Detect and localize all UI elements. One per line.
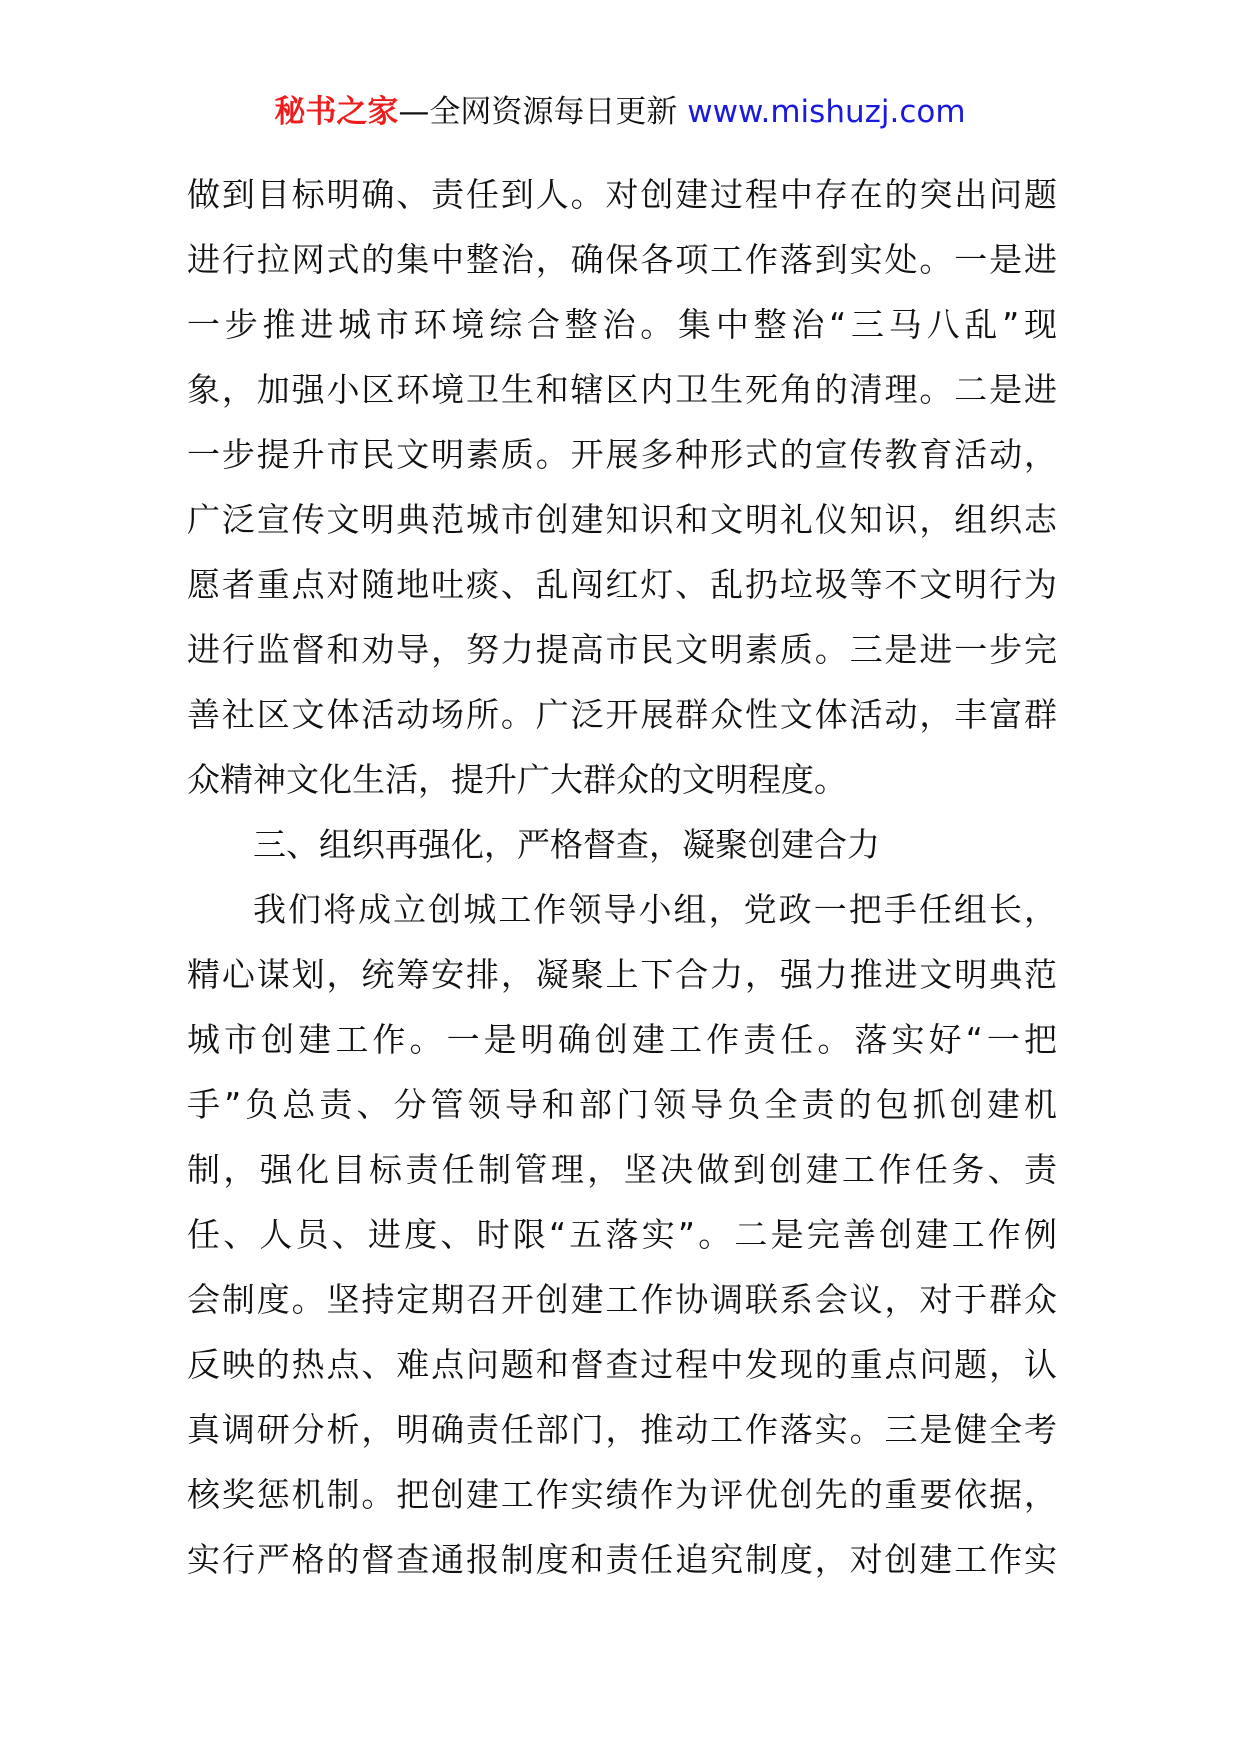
text-line: 反映的热点、难点问题和督查过程中发现的重点问题，认 bbox=[187, 1345, 1057, 1384]
text-line: 手”负总责、分管领导和部门领导负全责的包抓创建机 bbox=[187, 1085, 1057, 1124]
text-line: 真调研分析，明确责任部门，推动工作落实。三是健全考 bbox=[187, 1410, 1057, 1449]
text-line: 会制度。坚持定期召开创建工作协调联系会议，对于群众 bbox=[187, 1280, 1057, 1319]
text-line: 进行监督和劝导，努力提高市民文明素质。三是进一步完 bbox=[187, 630, 1057, 669]
text-line: 实行严格的督查通报制度和责任追究制度，对创建工作实 bbox=[187, 1540, 1057, 1579]
text-line: 一步提升市民文明素质。开展多种形式的宣传教育活动， bbox=[187, 435, 1057, 474]
section-heading: 三、组织再强化，严格督查，凝聚创建合力 bbox=[253, 825, 880, 864]
text-line: 精心谋划，统筹安排，凝聚上下合力，强力推进文明典范 bbox=[187, 955, 1057, 994]
text-line: 任、人员、进度、时限“五落实”。二是完善创建工作例 bbox=[187, 1215, 1057, 1254]
text-line: 做到目标明确、责任到人。对创建过程中存在的突出问题 bbox=[187, 175, 1057, 214]
text-line: 制，强化目标责任制管理，坚决做到创建工作任务、责 bbox=[187, 1150, 1057, 1189]
text-line: 一步推进城市环境综合整治。集中整治“三马八乱”现 bbox=[187, 305, 1057, 344]
text-line: 核奖惩机制。把创建工作实绩作为评优创先的重要依据， bbox=[187, 1475, 1057, 1514]
page-header bbox=[0, 92, 1240, 132]
site-tagline: —全网资源每日更新 bbox=[398, 94, 688, 130]
text-line: 广泛宣传文明典范城市创建知识和文明礼仪知识，组织志 bbox=[187, 500, 1057, 539]
text-line: 善社区文体活动场所。广泛开展群众性文体活动，丰富群 bbox=[187, 695, 1057, 734]
site-url-link[interactable]: www.mishuzj.com bbox=[687, 94, 966, 130]
text-line: 进行拉网式的集中整治，确保各项工作落到实处。一是进 bbox=[187, 240, 1057, 279]
site-brand: 秘书之家 bbox=[274, 94, 399, 130]
text-line: 众精神文化生活，提升广大群众的文明程度。 bbox=[187, 760, 847, 799]
text-line: 愿者重点对随地吐痰、乱闯红灯、乱扔垃圾等不文明行为 bbox=[187, 565, 1057, 604]
text-line: 我们将成立创城工作领导小组，党政一把手任组长， bbox=[253, 890, 1057, 929]
document-body bbox=[187, 162, 1057, 1592]
text-line: 象，加强小区环境卫生和辖区内卫生死角的清理。二是进 bbox=[187, 370, 1057, 409]
text-line: 城市创建工作。一是明确创建工作责任。落实好“一把 bbox=[187, 1020, 1057, 1059]
